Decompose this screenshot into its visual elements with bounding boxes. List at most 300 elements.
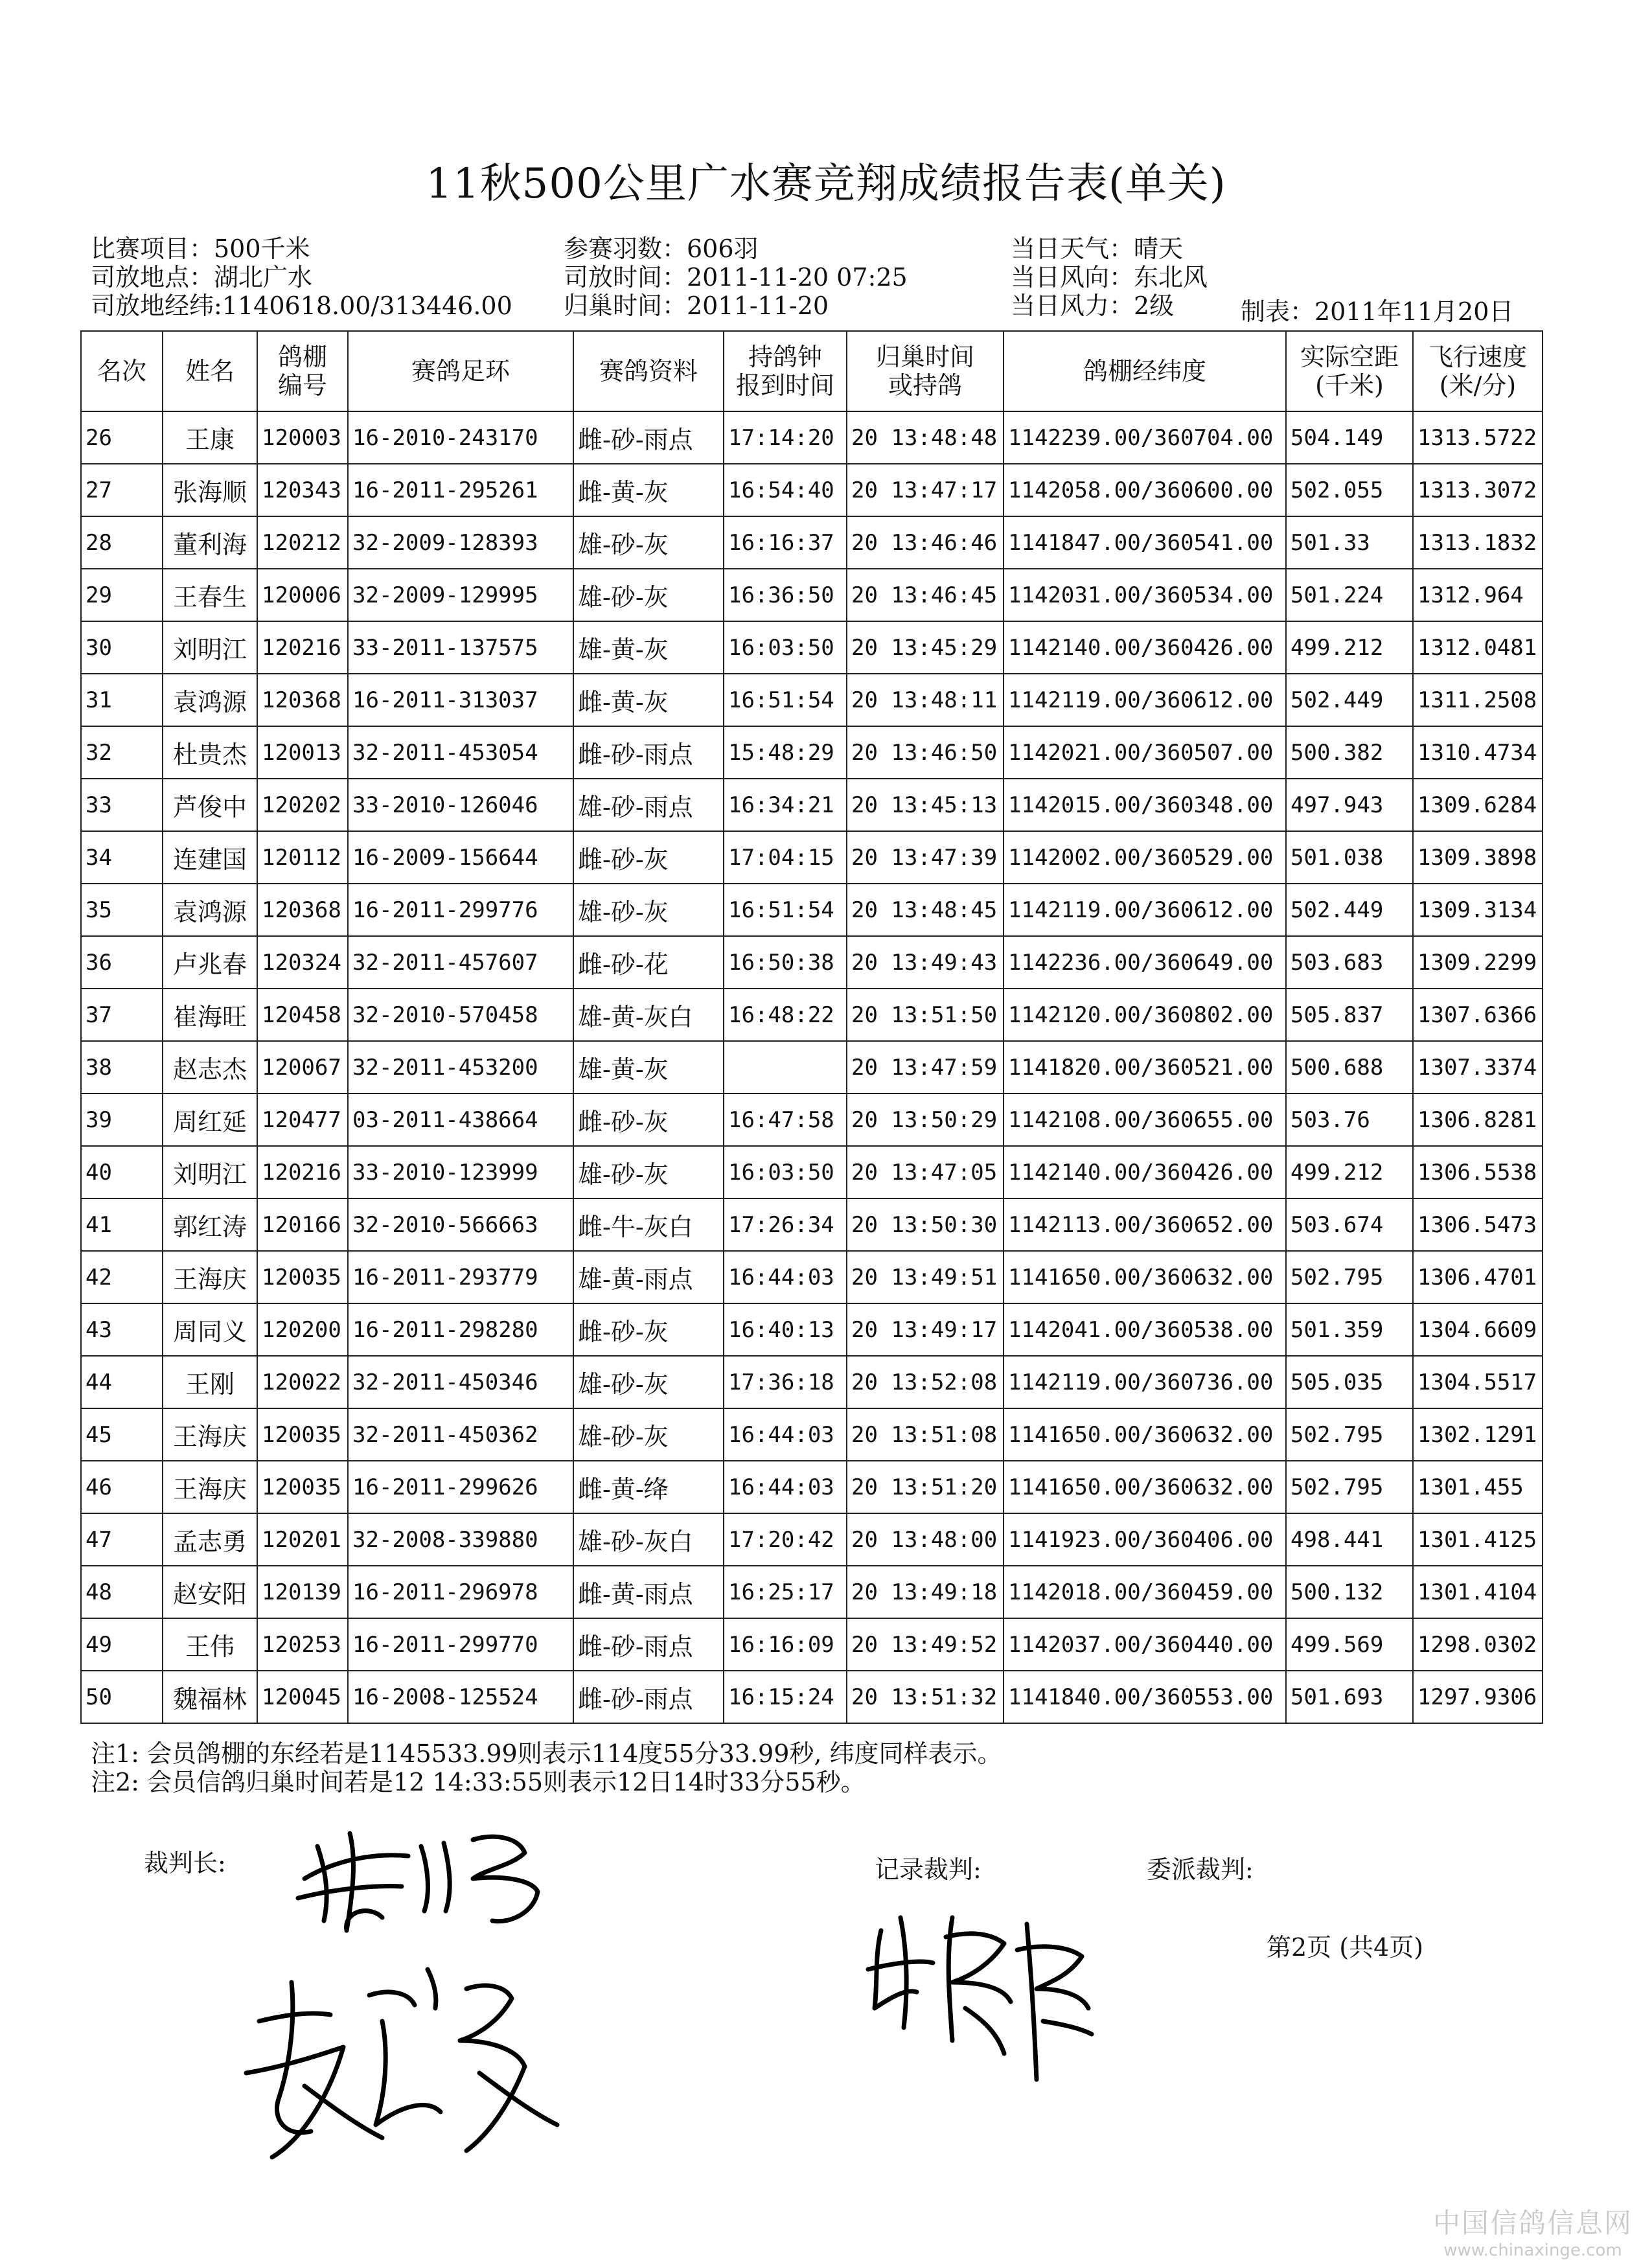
cell-name: 刘明江: [163, 621, 257, 674]
header-return-time: 归巢时间 或持鸽: [847, 331, 1004, 411]
cell-loft-number: 120035: [257, 1461, 348, 1513]
race-item: 比赛项目：500千米: [91, 235, 310, 263]
cell-ring-number: 16-2011-313037: [348, 674, 573, 726]
cell-distance: 500.382: [1286, 726, 1413, 779]
cell-name: 王春生: [163, 569, 257, 621]
cell-rank: 27: [81, 464, 163, 516]
cell-bird-info: 雄-砂-灰: [573, 884, 724, 936]
cell-rank: 35: [81, 884, 163, 936]
cell-name: 赵志杰: [163, 1041, 257, 1094]
table-row: [81, 1513, 1543, 1566]
cell-rank: 31: [81, 674, 163, 726]
cell-distance: 502.055: [1286, 464, 1413, 516]
cell-loft-coordinates: 1141847.00/360541.00: [1004, 516, 1286, 569]
cell-name: 孟志勇: [163, 1513, 257, 1566]
cell-bird-info: 雄-砂-灰白: [573, 1513, 724, 1566]
cell-clock-time: 16:36:50: [724, 569, 847, 621]
cell-ring-number: 32-2011-453200: [348, 1041, 573, 1094]
cell-bird-info: 雌-砂-雨点: [573, 1671, 724, 1723]
cell-distance: 501.038: [1286, 831, 1413, 884]
cell-ring-number: 33-2010-123999: [348, 1146, 573, 1198]
cell-distance: 501.359: [1286, 1303, 1413, 1356]
cell-rank: 36: [81, 936, 163, 989]
cell-speed: 1306.5473: [1413, 1198, 1543, 1251]
cell-loft-coordinates: 1142058.00/360600.00: [1004, 464, 1286, 516]
header-loft-coordinates: 鸽棚经纬度: [1004, 331, 1286, 411]
cell-clock-time: 16:16:37: [724, 516, 847, 569]
cell-rank: 33: [81, 779, 163, 831]
table-row: [81, 1251, 1543, 1303]
cell-ring-number: 32-2010-570458: [348, 989, 573, 1041]
cell-distance: 498.441: [1286, 1513, 1413, 1566]
table-row: [81, 1618, 1543, 1671]
cell-ring-number: 03-2011-438664: [348, 1094, 573, 1146]
cell-speed: 1304.5517: [1413, 1356, 1543, 1408]
cell-clock-time: 16:44:03: [724, 1461, 847, 1513]
cell-clock-time: 16:51:54: [724, 674, 847, 726]
cell-loft-coordinates: 1141840.00/360553.00: [1004, 1671, 1286, 1723]
cell-loft-coordinates: 1142041.00/360538.00: [1004, 1303, 1286, 1356]
cell-loft-coordinates: 1142236.00/360649.00: [1004, 936, 1286, 989]
cell-rank: 44: [81, 1356, 163, 1408]
table-row: [81, 1146, 1543, 1198]
cell-return-time: 20 13:47:59: [847, 1041, 1004, 1094]
cell-ring-number: 32-2008-339880: [348, 1513, 573, 1566]
table-row: [81, 1094, 1543, 1146]
cell-loft-coordinates: 1142015.00/360348.00: [1004, 779, 1286, 831]
cell-loft-coordinates: 1141650.00/360632.00: [1004, 1408, 1286, 1461]
cell-bird-info: 雄-黄-雨点: [573, 1251, 724, 1303]
header-speed: 飞行速度 (米/分): [1413, 331, 1543, 411]
watermark-url: www.chinaxinge.com: [1443, 2241, 1622, 2260]
table-row: [81, 1408, 1543, 1461]
table-row: [81, 516, 1543, 569]
cell-bird-info: 雌-砂-雨点: [573, 411, 724, 464]
cell-distance: 500.132: [1286, 1566, 1413, 1618]
release-site: 司放地点：湖北广水: [91, 263, 313, 292]
cell-speed: 1301.455: [1413, 1461, 1543, 1513]
weather: 当日天气：晴天: [1011, 235, 1184, 263]
cell-loft-number: 120200: [257, 1303, 348, 1356]
cell-speed: 1302.1291: [1413, 1408, 1543, 1461]
second-judge-signature: [233, 1943, 570, 2177]
release-time: 司放时间：2011-11-20 07:25: [564, 263, 908, 292]
cell-distance: 503.683: [1286, 936, 1413, 989]
header-rank: 名次: [81, 331, 163, 411]
cell-ring-number: 32-2010-566663: [348, 1198, 573, 1251]
cell-speed: 1301.4125: [1413, 1513, 1543, 1566]
watermark: [1433, 2202, 1633, 2260]
table-row: [81, 989, 1543, 1041]
cell-distance: 502.795: [1286, 1251, 1413, 1303]
table-row: [81, 1566, 1543, 1618]
cell-name: 周同义: [163, 1303, 257, 1356]
cell-ring-number: 16-2011-295261: [348, 464, 573, 516]
cell-clock-time: 17:04:15: [724, 831, 847, 884]
cell-loft-coordinates: 1142108.00/360655.00: [1004, 1094, 1286, 1146]
cell-loft-number: 120013: [257, 726, 348, 779]
cell-loft-number: 120035: [257, 1408, 348, 1461]
cell-return-time: 20 13:49:52: [847, 1618, 1004, 1671]
cell-bird-info: 雄-黄-灰: [573, 621, 724, 674]
cell-loft-coordinates: 1141820.00/360521.00: [1004, 1041, 1286, 1094]
cell-return-time: 20 13:47:17: [847, 464, 1004, 516]
cell-name: 王康: [163, 411, 257, 464]
cell-bird-info: 雌-砂-雨点: [573, 1618, 724, 1671]
header-ring-number: 赛鸽足环: [348, 331, 573, 411]
cell-loft-coordinates: 1142119.00/360736.00: [1004, 1356, 1286, 1408]
cell-loft-number: 120324: [257, 936, 348, 989]
wind-direction: 当日风向：东北风: [1011, 263, 1208, 292]
cell-return-time: 20 13:48:48: [847, 411, 1004, 464]
cell-return-time: 20 13:51:08: [847, 1408, 1004, 1461]
cell-return-time: 20 13:46:50: [847, 726, 1004, 779]
cell-speed: 1301.4104: [1413, 1566, 1543, 1618]
cell-rank: 47: [81, 1513, 163, 1566]
cell-rank: 45: [81, 1408, 163, 1461]
cell-clock-time: 16:54:40: [724, 464, 847, 516]
cell-loft-number: 120166: [257, 1198, 348, 1251]
cell-loft-coordinates: 1142018.00/360459.00: [1004, 1566, 1286, 1618]
cell-name: 王海庆: [163, 1251, 257, 1303]
cell-ring-number: 33-2011-137575: [348, 621, 573, 674]
cell-bird-info: 雌-砂-灰: [573, 1094, 724, 1146]
cell-clock-time: [724, 1041, 847, 1094]
cell-ring-number: 16-2011-293779: [348, 1251, 573, 1303]
record-judge-label: 记录裁判:: [875, 1855, 981, 1884]
table-row: [81, 1356, 1543, 1408]
cell-name: 王伟: [163, 1618, 257, 1671]
cell-distance: 505.035: [1286, 1356, 1413, 1408]
cell-bird-info: 雄-黄-灰: [573, 1041, 724, 1094]
table-row: [81, 621, 1543, 674]
cell-speed: 1297.9306: [1413, 1671, 1543, 1723]
cell-clock-time: 16:48:22: [724, 989, 847, 1041]
cell-ring-number: 32-2011-450362: [348, 1408, 573, 1461]
cell-rank: 43: [81, 1303, 163, 1356]
cell-speed: 1309.3898: [1413, 831, 1543, 884]
cell-loft-coordinates: 1141650.00/360632.00: [1004, 1461, 1286, 1513]
cell-name: 杜贵杰: [163, 726, 257, 779]
cell-loft-number: 120201: [257, 1513, 348, 1566]
cell-bird-info: 雄-砂-雨点: [573, 779, 724, 831]
cell-ring-number: 32-2011-457607: [348, 936, 573, 989]
table-row: [81, 464, 1543, 516]
cell-loft-coordinates: 1141923.00/360406.00: [1004, 1513, 1286, 1566]
cell-clock-time: 17:14:20: [724, 411, 847, 464]
cell-rank: 46: [81, 1461, 163, 1513]
cell-speed: 1309.6284: [1413, 779, 1543, 831]
cell-loft-coordinates: 1141650.00/360632.00: [1004, 1251, 1286, 1303]
report-title: 11秋500公里广水赛竞翔成绩报告表(单关): [426, 160, 1226, 208]
cell-name: 魏福林: [163, 1671, 257, 1723]
cell-loft-coordinates: 1142037.00/360440.00: [1004, 1618, 1286, 1671]
cell-return-time: 20 13:49:43: [847, 936, 1004, 989]
table-row: [81, 1041, 1543, 1094]
cell-rank: 39: [81, 1094, 163, 1146]
table-row: [81, 779, 1543, 831]
cell-clock-time: 16:34:21: [724, 779, 847, 831]
cell-rank: 42: [81, 1251, 163, 1303]
cell-ring-number: 33-2010-126046: [348, 779, 573, 831]
cell-distance: 502.795: [1286, 1408, 1413, 1461]
cell-return-time: 20 13:46:46: [847, 516, 1004, 569]
cell-clock-time: 15:48:29: [724, 726, 847, 779]
cell-speed: 1312.0481: [1413, 621, 1543, 674]
cell-return-time: 20 13:50:30: [847, 1198, 1004, 1251]
cell-speed: 1313.1832: [1413, 516, 1543, 569]
cell-return-time: 20 13:46:45: [847, 569, 1004, 621]
cell-name: 卢兆春: [163, 936, 257, 989]
cell-distance: 501.33: [1286, 516, 1413, 569]
cell-return-time: 20 13:48:00: [847, 1513, 1004, 1566]
cell-name: 董利海: [163, 516, 257, 569]
cell-ring-number: 16-2008-125524: [348, 1671, 573, 1723]
cell-loft-number: 120022: [257, 1356, 348, 1408]
cell-speed: 1309.3134: [1413, 884, 1543, 936]
cell-rank: 37: [81, 989, 163, 1041]
cell-name: 袁鸿源: [163, 884, 257, 936]
cell-speed: 1306.5538: [1413, 1146, 1543, 1198]
note-2: 注2: 会员信鸽归巢时间若是12 14:33:55则表示12日14时33分55秒。: [91, 1768, 866, 1796]
cell-clock-time: 17:20:42: [724, 1513, 847, 1566]
cell-return-time: 20 13:51:32: [847, 1671, 1004, 1723]
cell-return-time: 20 13:50:29: [847, 1094, 1004, 1146]
cell-name: 周红延: [163, 1094, 257, 1146]
cell-loft-number: 120477: [257, 1094, 348, 1146]
cell-speed: 1313.3072: [1413, 464, 1543, 516]
cell-name: 王海庆: [163, 1461, 257, 1513]
cell-speed: 1306.8281: [1413, 1094, 1543, 1146]
page-number: 第2页 (共4页): [1267, 1933, 1424, 1962]
return-date: 归巢时间：2011-11-20: [564, 292, 829, 320]
cell-speed: 1311.2508: [1413, 674, 1543, 726]
cell-clock-time: 16:44:03: [724, 1408, 847, 1461]
cell-return-time: 20 13:47:39: [847, 831, 1004, 884]
cell-ring-number: 16-2011-299776: [348, 884, 573, 936]
table-row: [81, 936, 1543, 989]
cell-return-time: 20 13:49:18: [847, 1566, 1004, 1618]
header-bird-info: 赛鸽资料: [573, 331, 724, 411]
cell-loft-coordinates: 1142031.00/360534.00: [1004, 569, 1286, 621]
cell-rank: 26: [81, 411, 163, 464]
cell-distance: 502.795: [1286, 1461, 1413, 1513]
cell-bird-info: 雄-黄-灰白: [573, 989, 724, 1041]
table-row: [81, 1303, 1543, 1356]
cell-loft-number: 120067: [257, 1041, 348, 1094]
watermark-site-name: 中国信鸽信息网: [1432, 2207, 1633, 2239]
cell-rank: 28: [81, 516, 163, 569]
cell-speed: 1310.4734: [1413, 726, 1543, 779]
cell-name: 赵安阳: [163, 1566, 257, 1618]
cell-loft-coordinates: 1142120.00/360802.00: [1004, 989, 1286, 1041]
cell-loft-coordinates: 1142113.00/360652.00: [1004, 1198, 1286, 1251]
cell-distance: 499.212: [1286, 1146, 1413, 1198]
cell-distance: 505.837: [1286, 989, 1413, 1041]
cell-loft-number: 120343: [257, 464, 348, 516]
results-table: [80, 330, 1543, 1724]
cell-clock-time: 16:44:03: [724, 1251, 847, 1303]
cell-bird-info: 雌-砂-花: [573, 936, 724, 989]
cell-bird-info: 雌-黄-灰: [573, 674, 724, 726]
cell-rank: 38: [81, 1041, 163, 1094]
header-name: 姓名: [163, 331, 257, 411]
cell-distance: 501.224: [1286, 569, 1413, 621]
cell-rank: 41: [81, 1198, 163, 1251]
cell-loft-coordinates: 1142021.00/360507.00: [1004, 726, 1286, 779]
cell-rank: 50: [81, 1671, 163, 1723]
cell-loft-number: 120368: [257, 674, 348, 726]
cell-name: 刘明江: [163, 1146, 257, 1198]
table-row: [81, 884, 1543, 936]
cell-name: 郭红涛: [163, 1198, 257, 1251]
cell-bird-info: 雌-砂-灰: [573, 1303, 724, 1356]
cell-distance: 499.569: [1286, 1618, 1413, 1671]
prepared-date: 制表：2011年11月20日: [1241, 297, 1514, 326]
cell-return-time: 20 13:48:11: [847, 674, 1004, 726]
cell-speed: 1312.964: [1413, 569, 1543, 621]
wind-force: 当日风力：2级: [1011, 292, 1175, 320]
cell-loft-number: 120216: [257, 1146, 348, 1198]
note-1: 注1: 会员鸽棚的东经若是1145533.99则表示114度55分33.99秒, 纬度同样表示。: [91, 1739, 1002, 1768]
cell-ring-number: 32-2009-129995: [348, 569, 573, 621]
header-clock-time: 持鸽钟 报到时间: [724, 331, 847, 411]
cell-ring-number: 32-2011-450346: [348, 1356, 573, 1408]
table-row: [81, 674, 1543, 726]
cell-name: 芦俊中: [163, 779, 257, 831]
table-row: [81, 569, 1543, 621]
cell-bird-info: 雌-黄-雨点: [573, 1566, 724, 1618]
cell-return-time: 20 13:45:13: [847, 779, 1004, 831]
cell-distance: 500.688: [1286, 1041, 1413, 1094]
cell-loft-number: 120216: [257, 621, 348, 674]
cell-distance: 502.449: [1286, 674, 1413, 726]
cell-ring-number: 16-2010-243170: [348, 411, 573, 464]
chief-judge-signature: [279, 1807, 570, 1937]
cell-loft-number: 120035: [257, 1251, 348, 1303]
table-row: [81, 1198, 1543, 1251]
header-distance: 实际空距 (千米): [1286, 331, 1413, 411]
table-header-row: [81, 331, 1543, 411]
cell-loft-number: 120458: [257, 989, 348, 1041]
cell-clock-time: 16:51:54: [724, 884, 847, 936]
cell-clock-time: 16:47:58: [724, 1094, 847, 1146]
release-coordinates: 司放地经纬:1140618.00/313446.00: [91, 292, 512, 320]
cell-loft-number: 120112: [257, 831, 348, 884]
cell-speed: 1313.5722: [1413, 411, 1543, 464]
cell-clock-time: 17:26:34: [724, 1198, 847, 1251]
table-row: [81, 411, 1543, 464]
cell-return-time: 20 13:52:08: [847, 1356, 1004, 1408]
cell-loft-number: 120253: [257, 1618, 348, 1671]
cell-bird-info: 雌-黄-灰: [573, 464, 724, 516]
cell-distance: 501.693: [1286, 1671, 1413, 1723]
cell-ring-number: 16-2011-299626: [348, 1461, 573, 1513]
cell-rank: 49: [81, 1618, 163, 1671]
cell-ring-number: 16-2009-156644: [348, 831, 573, 884]
cell-ring-number: 16-2011-296978: [348, 1566, 573, 1618]
cell-clock-time: 16:15:24: [724, 1671, 847, 1723]
cell-name: 王刚: [163, 1356, 257, 1408]
cell-distance: 503.674: [1286, 1198, 1413, 1251]
cell-rank: 34: [81, 831, 163, 884]
cell-name: 袁鸿源: [163, 674, 257, 726]
table-row: [81, 831, 1543, 884]
cell-bird-info: 雄-砂-灰: [573, 516, 724, 569]
table-row: [81, 1461, 1543, 1513]
entry-count: 参赛羽数：606羽: [564, 235, 759, 263]
cell-bird-info: 雌-砂-雨点: [573, 726, 724, 779]
cell-rank: 40: [81, 1146, 163, 1198]
cell-speed: 1298.0302: [1413, 1618, 1543, 1671]
race-info-right: [1011, 235, 1208, 320]
cell-return-time: 20 13:51:50: [847, 989, 1004, 1041]
assigned-judge-label: 委派裁判:: [1147, 1855, 1254, 1884]
cell-rank: 48: [81, 1566, 163, 1618]
cell-ring-number: 32-2009-128393: [348, 516, 573, 569]
cell-return-time: 20 13:49:17: [847, 1303, 1004, 1356]
cell-rank: 32: [81, 726, 163, 779]
cell-loft-number: 120006: [257, 569, 348, 621]
cell-bird-info: 雌-黄-绛: [573, 1461, 724, 1513]
cell-loft-coordinates: 1142002.00/360529.00: [1004, 831, 1286, 884]
cell-distance: 502.449: [1286, 884, 1413, 936]
cell-loft-number: 120045: [257, 1671, 348, 1723]
cell-rank: 29: [81, 569, 163, 621]
race-info-left: [91, 235, 512, 320]
cell-speed: 1309.2299: [1413, 936, 1543, 989]
record-judge-signature: [855, 1892, 1101, 2086]
cell-clock-time: 16:03:50: [724, 621, 847, 674]
cell-loft-coordinates: 1142140.00/360426.00: [1004, 621, 1286, 674]
chief-judge-label: 裁判长:: [144, 1849, 226, 1877]
cell-ring-number: 16-2011-298280: [348, 1303, 573, 1356]
cell-loft-number: 120212: [257, 516, 348, 569]
table-row: [81, 1671, 1543, 1723]
cell-distance: 499.212: [1286, 621, 1413, 674]
cell-clock-time: 16:16:09: [724, 1618, 847, 1671]
cell-distance: 504.149: [1286, 411, 1413, 464]
cell-name: 王海庆: [163, 1408, 257, 1461]
cell-return-time: 20 13:47:05: [847, 1146, 1004, 1198]
cell-name: 崔海旺: [163, 989, 257, 1041]
cell-clock-time: 16:40:13: [724, 1303, 847, 1356]
notes: [91, 1739, 1002, 1796]
cell-return-time: 20 13:45:29: [847, 621, 1004, 674]
cell-loft-number: 120202: [257, 779, 348, 831]
cell-bird-info: 雄-砂-灰: [573, 1356, 724, 1408]
cell-distance: 497.943: [1286, 779, 1413, 831]
cell-bird-info: 雌-砂-灰: [573, 831, 724, 884]
cell-name: 张海顺: [163, 464, 257, 516]
cell-clock-time: 16:03:50: [724, 1146, 847, 1198]
race-info-middle: [564, 235, 908, 320]
cell-loft-number: 120139: [257, 1566, 348, 1618]
cell-bird-info: 雄-砂-灰: [573, 1408, 724, 1461]
cell-return-time: 20 13:49:51: [847, 1251, 1004, 1303]
cell-bird-info: 雄-砂-灰: [573, 1146, 724, 1198]
cell-loft-number: 120368: [257, 884, 348, 936]
cell-loft-coordinates: 1142119.00/360612.00: [1004, 884, 1286, 936]
cell-loft-coordinates: 1142119.00/360612.00: [1004, 674, 1286, 726]
cell-rank: 30: [81, 621, 163, 674]
cell-speed: 1307.6366: [1413, 989, 1543, 1041]
cell-bird-info: 雌-牛-灰白: [573, 1198, 724, 1251]
cell-speed: 1307.3374: [1413, 1041, 1543, 1094]
header-loft-number: 鸽棚 编号: [257, 331, 348, 411]
cell-bird-info: 雄-砂-灰: [573, 569, 724, 621]
cell-ring-number: 16-2011-299770: [348, 1618, 573, 1671]
